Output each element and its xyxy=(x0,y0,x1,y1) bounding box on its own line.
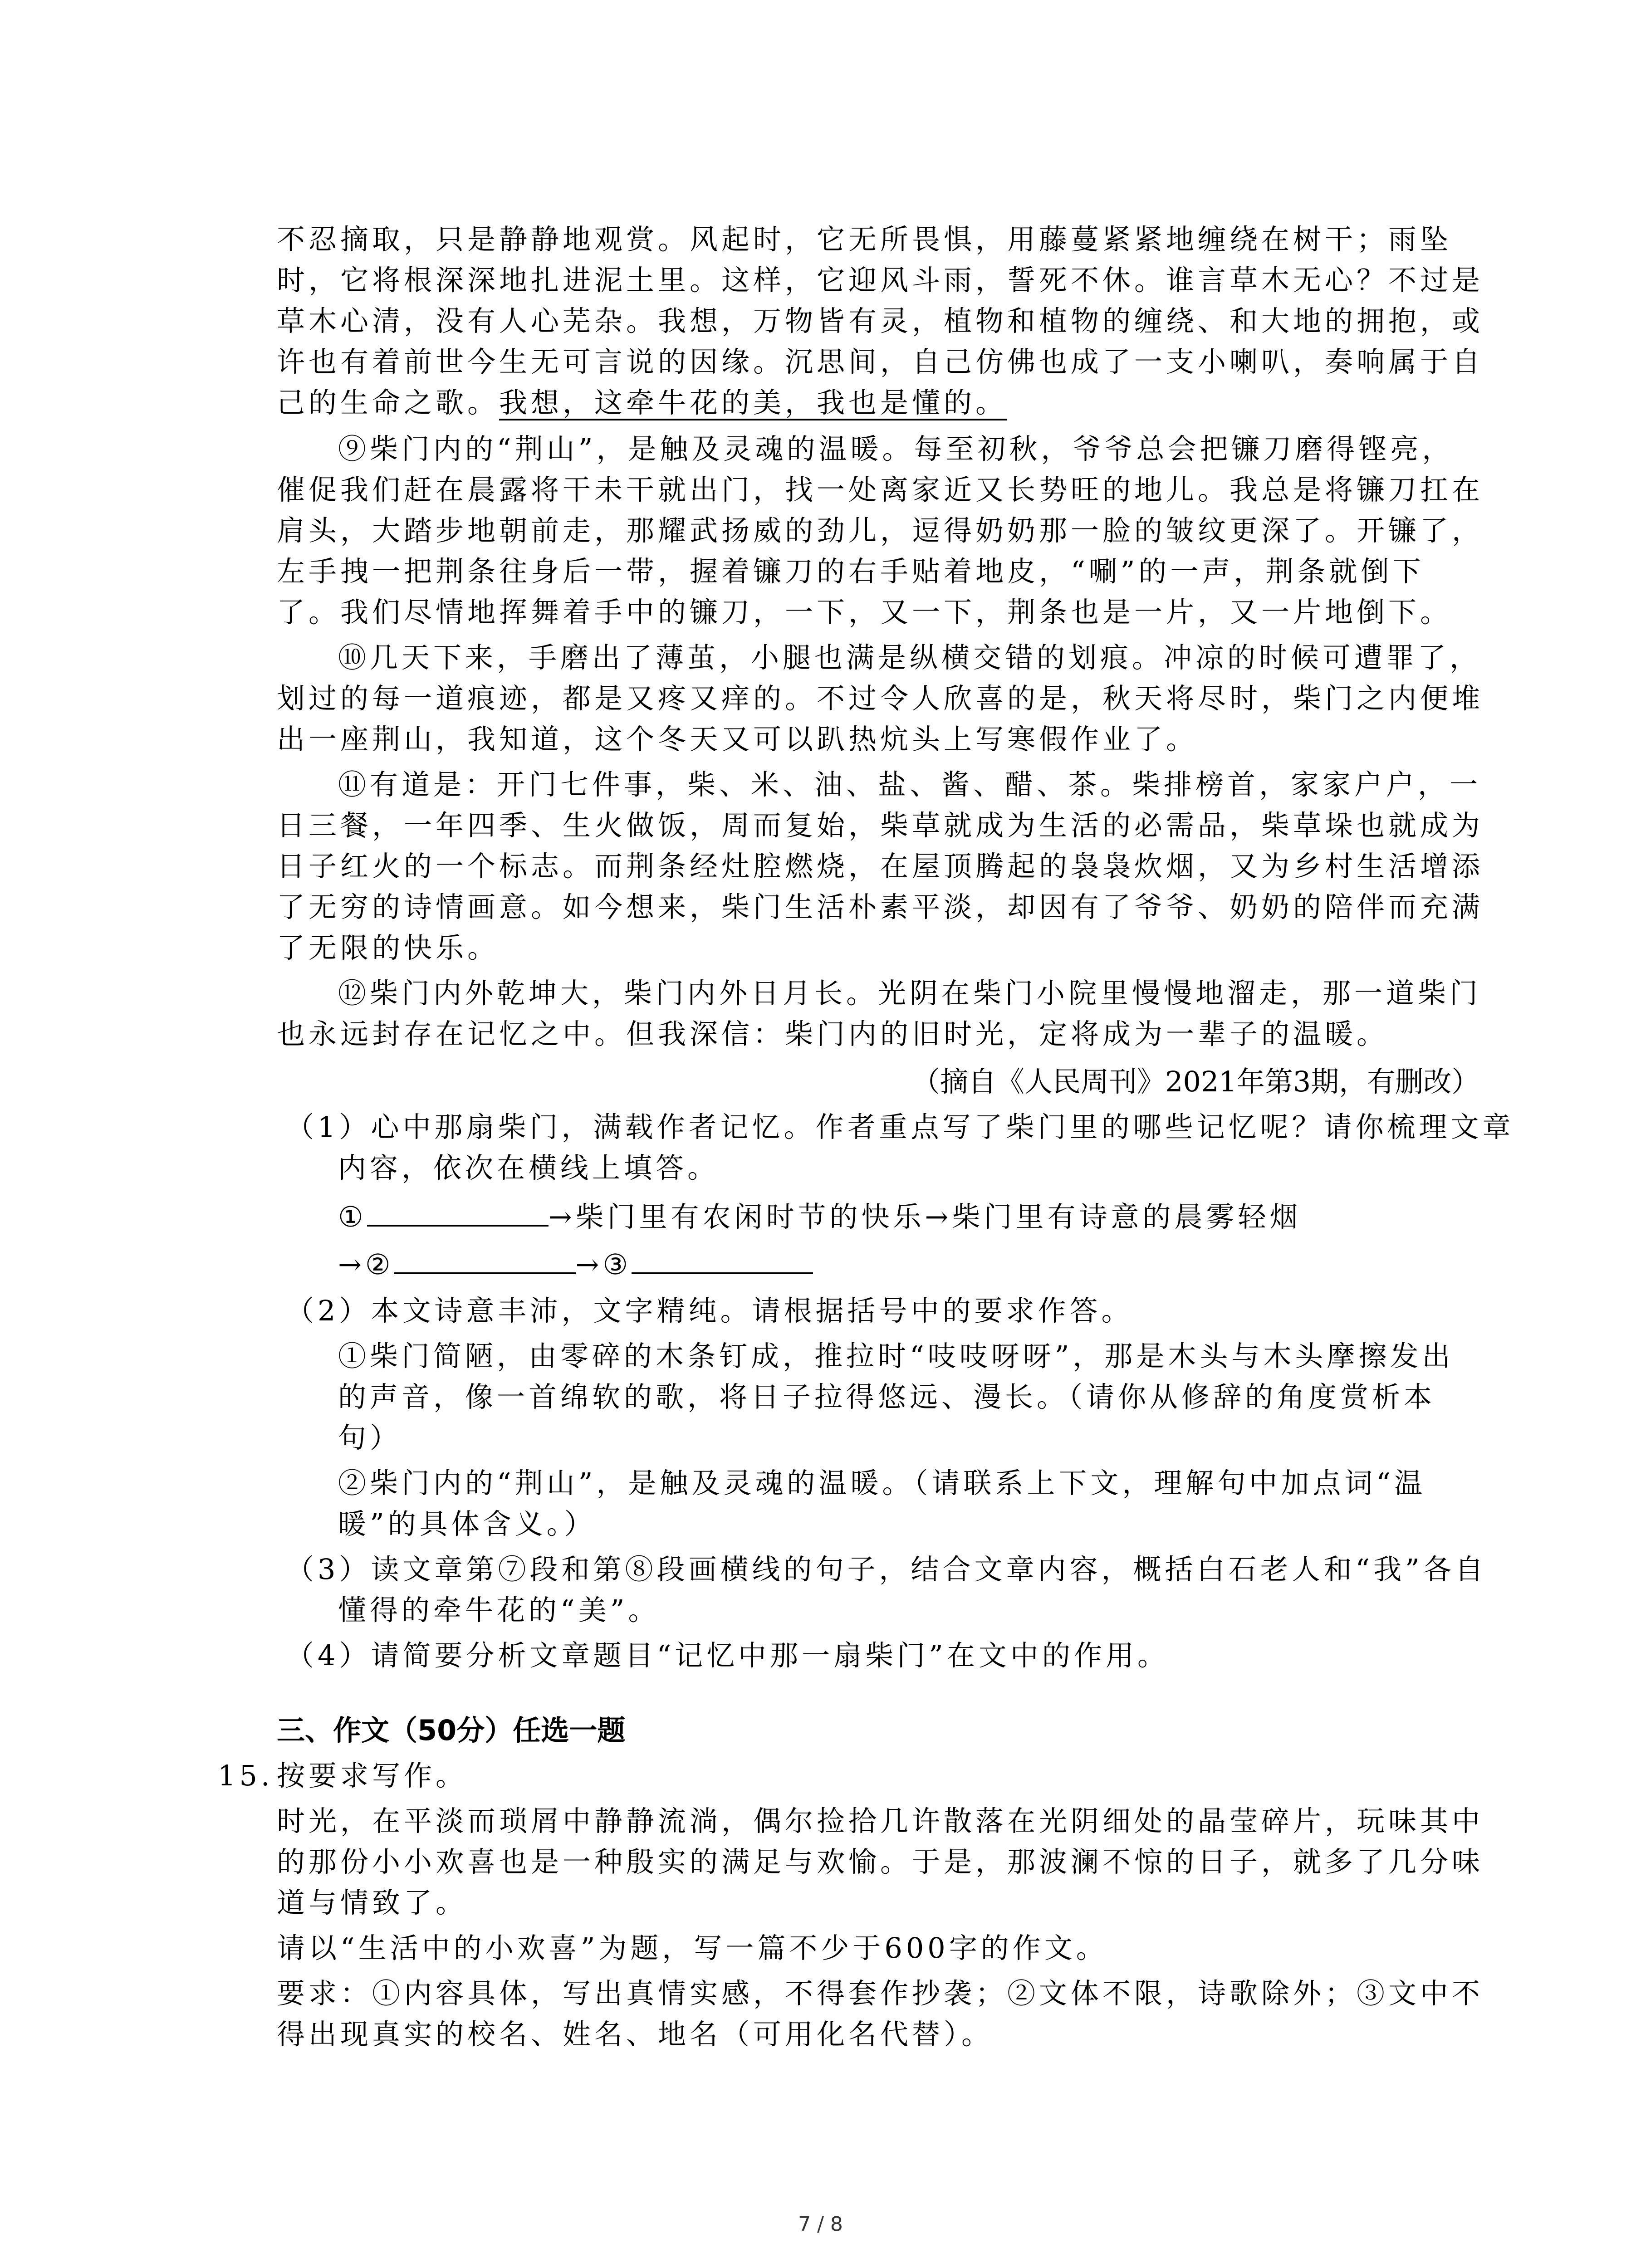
question-2-line: 的声音，像一首绵软的歌，将日子拉得悠远、漫长。（请你从修辞的角度赏析本 xyxy=(338,1380,1436,1413)
paragraph-10-line: 划过的每一道痕迹，都是又疼又痒的。不过令人欣喜的是，秋天将尽时，柴门之内便堆 xyxy=(277,682,1484,715)
prompt-line: 时光，在平淡而琐屑中静静流淌，偶尔捡拾几许散落在光阴细处的晶莹碎片，玩味其中 xyxy=(277,1804,1484,1838)
passage-line: 时，它将根深深地扎进泥土里。这样，它迎风斗雨，誓死不休。谁言草木无心？不过是 xyxy=(277,264,1484,297)
question-2-line: （2）本文诗意丰沛，文字精纯。请根据括号中的要求作答。 xyxy=(286,1294,1133,1327)
answer-blank-2[interactable] xyxy=(394,1245,576,1274)
prompt-line: 的那份小小欢喜也是一种殷实的满足与欢愉。于是，那波澜不惊的日子，就多了几分味 xyxy=(277,1845,1484,1878)
question-1-line: （1）心中那扇柴门，满载作者记忆。作者重点写了柴门里的哪些记忆呢？请你梳理文章 xyxy=(286,1110,1514,1144)
passage-text: 己的生命之歌。 xyxy=(277,386,500,419)
paragraph-9-line: 催促我们赶在晨露将干未干就出门，找一处离家近又长势旺的地儿。我总是将镰刀扛在 xyxy=(277,473,1484,506)
question-1-line: 内容，依次在横线上填答。 xyxy=(338,1151,720,1184)
paragraph-9-line: 了。我们尽情地挥舞着手中的镰刀，一下，又一下，荆条也是一片，又一片地倒下。 xyxy=(277,596,1452,629)
flow-marker-1: ① xyxy=(338,1200,367,1233)
question-2-line: 暖”的具体含义。） xyxy=(338,1507,596,1540)
prompt-line: 请以“生活中的小欢喜”为题，写一篇不少于600字的作文。 xyxy=(277,1931,1108,1965)
flow-marker-3: →③ xyxy=(575,1248,632,1281)
passage-line: 许也有着前世今生无可言说的因缘。沉思间，自己仿佛也成了一支小喇叭，奏响属于自 xyxy=(277,345,1484,378)
question-4-line: （4）请简要分析文章题目“记忆中那一扇柴门”在文中的作用。 xyxy=(286,1639,1169,1672)
paragraph-11-line: 日子红火的一个标志。而荆条经灶腔燃烧，在屋顶腾起的袅袅炊烟，又为乡村生活增添 xyxy=(277,850,1484,883)
section-heading: 三、作文（50分）任选一题 xyxy=(277,1714,626,1747)
paragraph-10-line: 出一座荆山，我知道，这个冬天又可以趴热炕头上写寒假作业了。 xyxy=(277,723,1198,756)
question-3-line: （3）读文章第⑦段和第⑧段画横线的句子，结合文章内容，概括白石老人和“我”各自 xyxy=(286,1553,1487,1586)
paragraph-11-line: 了无穷的诗情画意。如今想来，柴门生活朴素平淡，却因有了爷爷、奶奶的陪伴而充满 xyxy=(277,890,1484,924)
flow-text: →柴门里有农闲时节的快乐→柴门里有诗意的晨雾轻烟 xyxy=(548,1200,1302,1233)
prompt-line: 道与情致了。 xyxy=(277,1886,468,1919)
answer-blank-1[interactable] xyxy=(367,1198,549,1227)
passage-line: 不忍摘取，只是静静地观赏。风起时，它无所畏惧，用藤蔓紧紧地缠绕在树干；雨坠 xyxy=(277,223,1452,256)
paragraph-12-line: ⑫柴门内外乾坤大，柴门内外日月长。光阴在柴门小院里慢慢地溜走，那一道柴门 xyxy=(338,977,1482,1010)
passage-line-with-underline xyxy=(277,385,1007,421)
question-2-line: ①柴门简陋，由零碎的木条钉成，推拉时“吱吱呀呀”，那是木头与木头摩擦发出 xyxy=(338,1339,1454,1373)
answer-blank-3[interactable] xyxy=(632,1245,813,1274)
paragraph-11-line: ⑪有道是：开门七件事，柴、米、油、盐、酱、醋、茶。柴排榜首，家家户户，一 xyxy=(338,768,1482,801)
page-number: 7 / 8 xyxy=(798,2213,843,2236)
question-1-flow xyxy=(338,1198,1302,1234)
paragraph-9-line: ⑨柴门内的“荆山”，是触及灵魂的温暖。每至初秋，爷爷总会把镰刀磨得铿亮， xyxy=(338,432,1454,465)
question-2-line: ②柴门内的“荆山”，是触及灵魂的温暖。（请联系上下文，理解句中加点词“温 xyxy=(338,1466,1426,1500)
paragraph-9-line: 左手拽一把荆条往身后一带，握着镰刀的右手贴着地皮，“唰”的一声，荆条就倒下 xyxy=(277,555,1425,588)
question-1-flow xyxy=(338,1245,813,1281)
question-3-line: 懂得的牵牛花的“美”。 xyxy=(338,1593,660,1627)
passage-line: 草木心清，没有人心芜杂。我想，万物皆有灵，植物和植物的缠绕、和大地的拥抱，或 xyxy=(277,304,1484,337)
requirement-line: 要求：①内容具体，写出真情实感，不得套作抄袭；②文体不限，诗歌除外；③文中不 xyxy=(277,1977,1484,2010)
source-citation: （摘自《人民周刊》2021年第3期，有删改） xyxy=(912,1065,1480,1098)
flow-marker-2: →② xyxy=(338,1248,394,1281)
paragraph-11-line: 日三餐，一年四季、生火做饭，周而复始，柴草就成为生活的必需品，柴草垛也就成为 xyxy=(277,809,1484,842)
question-2-line: 句） xyxy=(338,1421,402,1454)
paragraph-12-line: 也永远封存在记忆之中。但我深信：柴门内的旧时光，定将成为一辈子的温暖。 xyxy=(277,1017,1389,1051)
requirement-line: 得出现真实的校名、姓名、地名（可用化名代替）。 xyxy=(277,2018,994,2051)
paragraph-11-line: 了无限的快乐。 xyxy=(277,931,500,964)
paragraph-9-line: 肩头，大踏步地朝前走，那耀武扬威的劲儿，逗得奶奶那一脸的皱纹更深了。开镰了， xyxy=(277,514,1484,547)
item-number: 15. xyxy=(218,1759,274,1792)
item-title: 按要求写作。 xyxy=(277,1759,468,1792)
paragraph-10-line: ⑩几天下来，手磨出了薄茧，小腿也满是纵横交错的划痕。冲凉的时候可遭罪了， xyxy=(338,641,1482,674)
underlined-sentence: 我想，这牵牛花的美，我也是懂的。 xyxy=(499,386,1008,419)
